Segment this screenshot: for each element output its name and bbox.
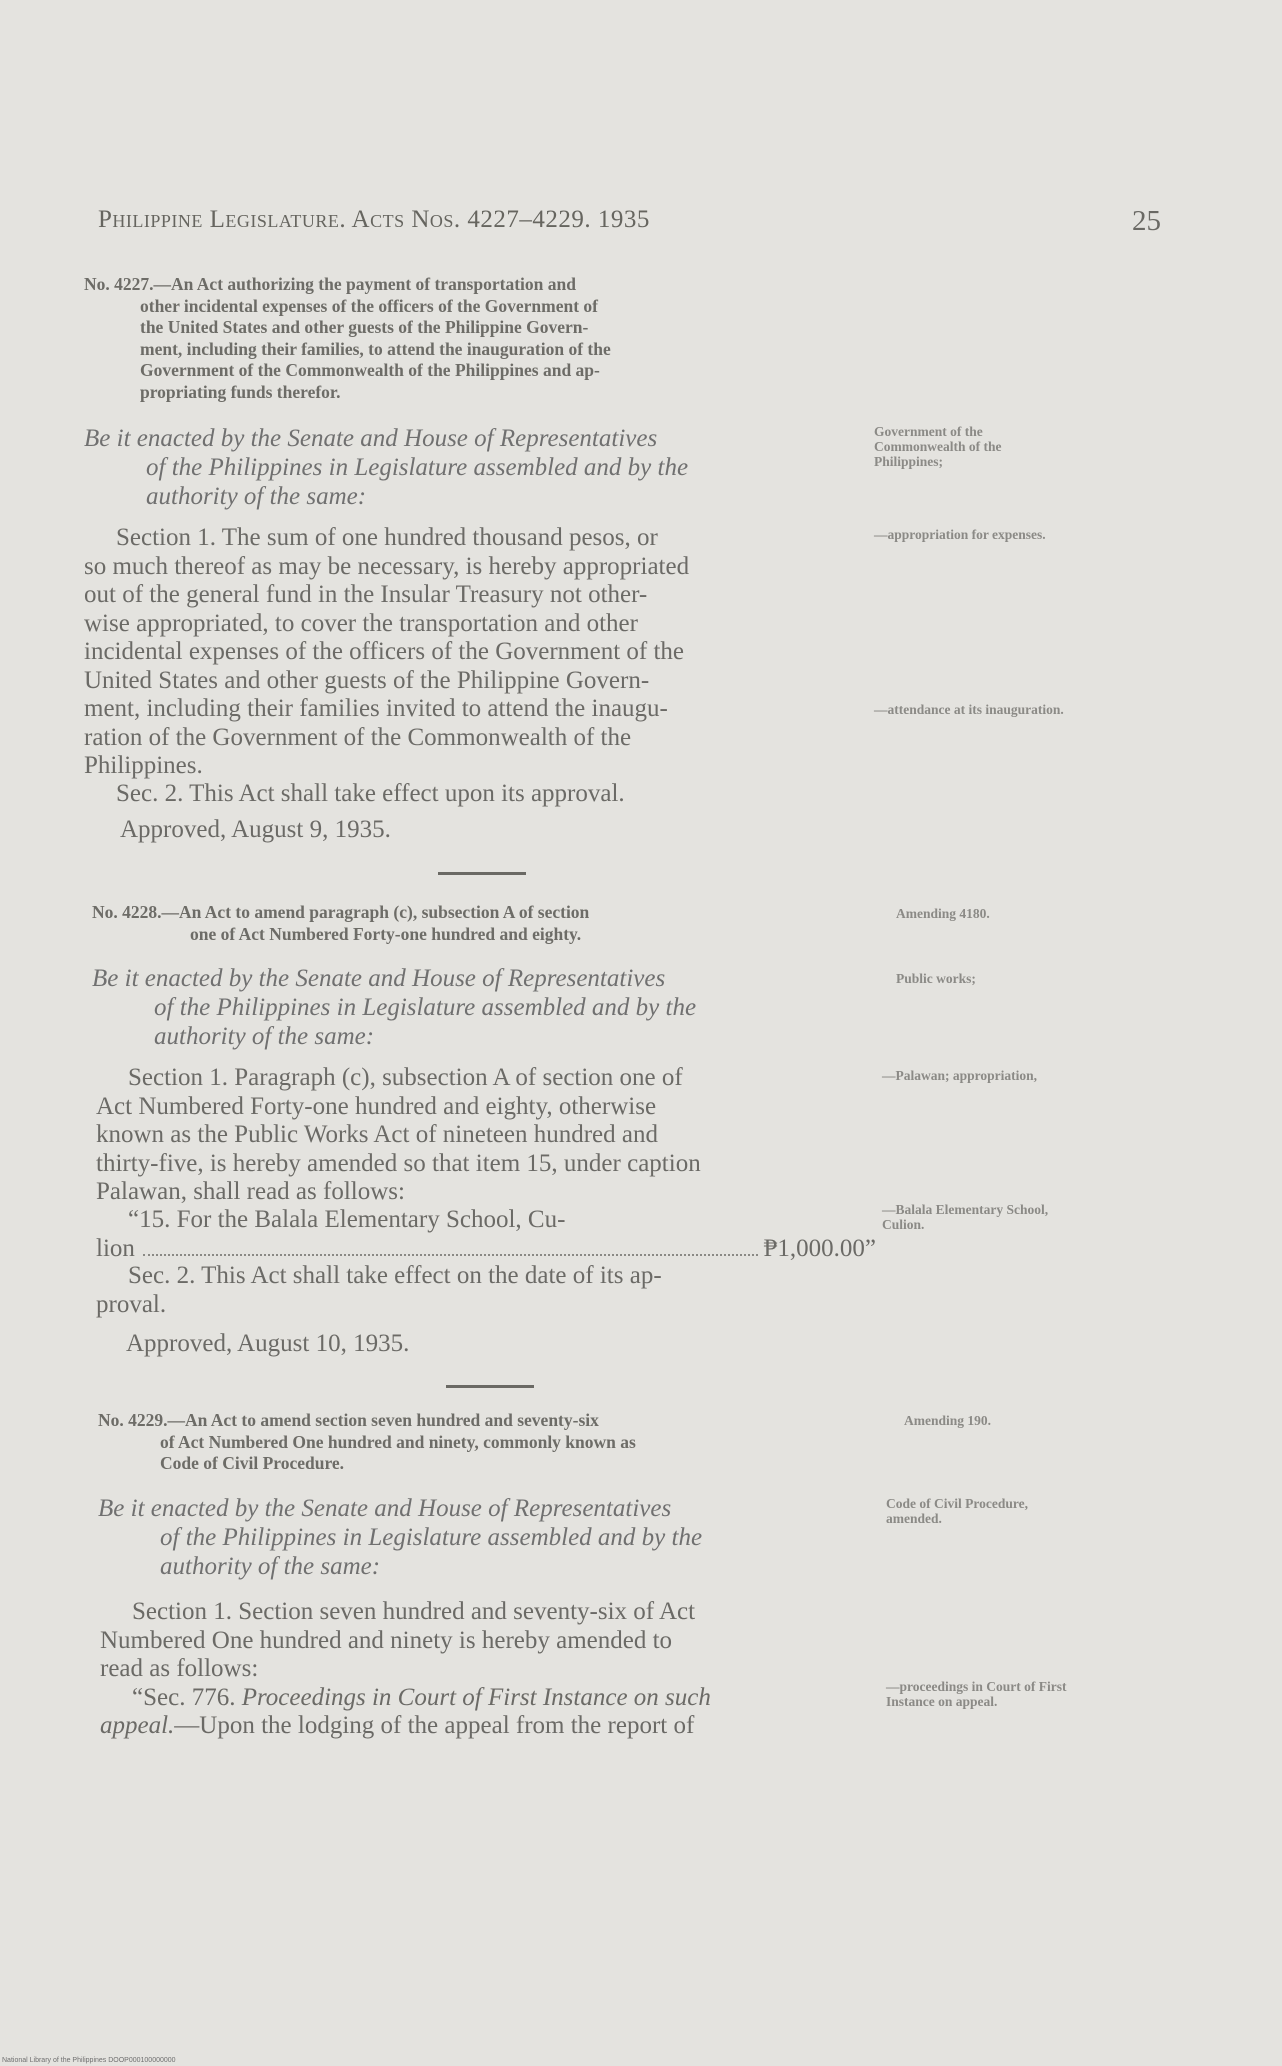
- title-line: other incidental expenses of the officers of the Government of: [140, 295, 598, 316]
- section-line: so much thereof as may be necessary, is hereby appropriated: [84, 552, 690, 580]
- section-line: thirty-five, is hereby amended so that item 15, under caption: [96, 1149, 701, 1177]
- act-4229-enacting-clause: [98, 1494, 702, 1581]
- enacting-line: Be it enacted by the Senate and House of Representatives: [98, 1495, 672, 1522]
- item-line-start: lion: [96, 1234, 135, 1262]
- act-4228-section-2: [96, 1262, 876, 1319]
- enacting-line: authority of the same:: [154, 1023, 375, 1050]
- act-4228-item-15: [96, 1206, 876, 1263]
- act-4228-section-1: [96, 1064, 876, 1207]
- enacting-line: authority of the same:: [160, 1553, 381, 1580]
- title-line: one of Act Numbered Forty-one hundred and eighty.: [190, 923, 582, 944]
- section-line: out of the general fund in the Insular Treasury not other-: [84, 581, 648, 608]
- quote-section-number: “Sec. 776.: [132, 1683, 242, 1711]
- section-line: incidental expenses of the officers of the Government of the: [84, 638, 685, 665]
- act-4228-approved: [126, 1330, 409, 1359]
- approval-date: Approved, August 9, 1935.: [120, 816, 391, 843]
- title-line: No. 4227.—An Act authorizing the payment of transportation and: [84, 274, 576, 294]
- section-line: Palawan, shall read as follows:: [96, 1178, 405, 1205]
- title-line: No. 4228.—An Act to amend paragraph (c), subsection A of section: [92, 902, 590, 922]
- act-4229-title: [98, 1410, 878, 1475]
- item-line: “15. For the Balala Elementary School, Cu-: [128, 1206, 566, 1233]
- margin-note: Code of Civil Procedure, amended.: [886, 1496, 1028, 1526]
- quote-text: —Upon the lodging of the appeal from the report of: [174, 1712, 695, 1739]
- act-4228-title: [92, 902, 872, 945]
- enacting-line: of the Philippines in Legislature assembled and by the: [154, 994, 697, 1021]
- quote-heading: Proceedings in Court of First Instance on such: [241, 1683, 711, 1711]
- margin-note: Government of the Commonwealth of the Philippines;: [874, 424, 1002, 469]
- margin-note: Amending 190.: [904, 1413, 992, 1428]
- margin-note: —proceedings in Court of First Instance on appeal.: [886, 1679, 1067, 1709]
- section-line: Numbered One hundred and ninety is hereby amended to: [100, 1626, 673, 1654]
- title-line: ment, including their families, to attend the inauguration of the: [140, 338, 611, 359]
- scan-footer: National Library of the Philippines DOOP000100000000: [2, 2057, 176, 2064]
- title-line: of Act Numbered One hundred and ninety, commonly known as: [160, 1431, 636, 1452]
- act-4227-title: [84, 274, 870, 403]
- section-line: wise appropriated, to cover the transportation and other: [84, 609, 638, 637]
- title-line: propriating funds therefor.: [140, 381, 341, 402]
- approval-date: Approved, August 10, 1935.: [126, 1330, 410, 1357]
- dot-leader: [143, 1254, 758, 1256]
- margin-note: —attendance at its inauguration.: [874, 702, 1064, 717]
- item-amount: ₱1,000.00”: [763, 1234, 876, 1262]
- section-line: United States and other guests of the Philippine Govern-: [84, 666, 650, 694]
- enacting-line: Be it enacted by the Senate and House of Representatives: [92, 965, 666, 992]
- margin-note: —Balala Elementary School, Culion.: [882, 1202, 1049, 1232]
- margin-note: —appropriation for expenses.: [874, 527, 1046, 542]
- quote-line: [100, 1712, 880, 1741]
- title-line: Code of Civil Procedure.: [160, 1453, 345, 1473]
- section-line: Sec. 2. This Act shall take effect upon its approval.: [116, 780, 625, 807]
- section-line: proval.: [96, 1290, 167, 1318]
- enacting-line: of the Philippines in Legislature assembled and by the: [160, 1524, 703, 1551]
- running-head: Philippine Legislature. Acts Nos. 4227–4229. 1935: [98, 206, 650, 233]
- section-divider: [438, 872, 526, 875]
- page-number: 25: [1132, 205, 1161, 237]
- act-4227-enacting-clause: [84, 424, 688, 511]
- section-line: Act Numbered Forty-one hundred and eighty, otherwise: [96, 1092, 657, 1120]
- title-line: No. 4229.—An Act to amend section seven hundred and seventy-six: [98, 1410, 599, 1430]
- enacting-line: Be it enacted by the Senate and House of Representatives: [84, 425, 658, 452]
- act-4229-section-1: [100, 1598, 880, 1741]
- act-4227-section-2: [116, 780, 625, 809]
- section-line: Philippines.: [84, 752, 203, 779]
- section-line: Section 1. The sum of one hundred thousand pesos, or: [116, 524, 658, 551]
- item-amount-line: [96, 1235, 876, 1264]
- section-line: known as the Public Works Act of nineteen hundred and: [96, 1121, 658, 1148]
- title-line: the United States and other guests of the Philippine Govern-: [140, 317, 589, 337]
- section-line: Section 1. Paragraph (c), subsection A of section one of: [128, 1064, 683, 1091]
- section-line: ment, including their families invited to attend the inaugu-: [84, 695, 668, 722]
- act-4227-section-1: [84, 524, 864, 781]
- title-line: Government of the Commonwealth of the Philippines and ap-: [140, 360, 600, 380]
- quote-line: [100, 1684, 880, 1713]
- margin-note: —Palawan; appropriation,: [882, 1068, 1038, 1083]
- section-line: Sec. 2. This Act shall take effect on the date of its ap-: [128, 1262, 662, 1289]
- enacting-line: of the Philippines in Legislature assembled and by the: [146, 454, 689, 481]
- section-line: read as follows:: [100, 1655, 259, 1682]
- margin-note: Public works;: [896, 971, 976, 986]
- section-line: ration of the Government of the Commonwealth of the: [84, 723, 632, 751]
- margin-note: Amending 4180.: [896, 906, 990, 921]
- enacting-line: authority of the same:: [146, 483, 367, 510]
- act-4227-approved: [120, 816, 391, 845]
- section-divider: [446, 1385, 534, 1388]
- quote-heading-end: appeal.: [100, 1712, 175, 1739]
- section-line: Section 1. Section seven hundred and seventy-six of Act: [132, 1598, 696, 1625]
- act-4228-enacting-clause: [92, 964, 696, 1051]
